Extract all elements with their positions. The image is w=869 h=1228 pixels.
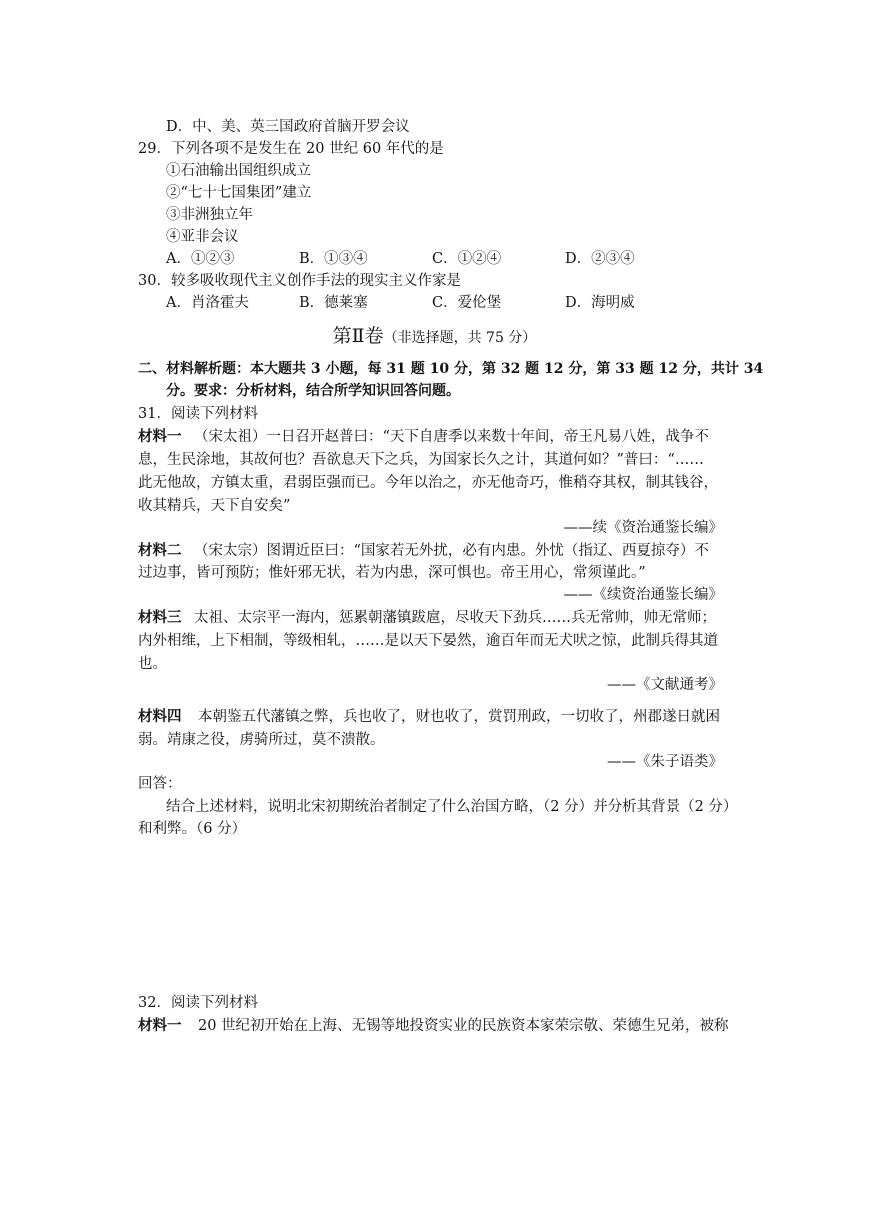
q29-option-c: C．①②④ bbox=[432, 251, 502, 267]
q31-m1-label: 材料一 bbox=[138, 428, 182, 445]
q29-item-2: ②“七十七国集团”建立 bbox=[166, 185, 312, 201]
q29-option-d: D．②③④ bbox=[565, 251, 635, 267]
q31-m2-line1: （宋太宗）图谓近臣曰：“国家若无外扰，必有内患。外忧（指辽、西夏掠夺）不 bbox=[194, 543, 709, 559]
q32-m1-label: 材料一 bbox=[138, 1017, 182, 1034]
q31-answer-label: 回答： bbox=[138, 776, 182, 792]
q29-item-4: ④亚非会议 bbox=[166, 229, 239, 245]
section2-line1: 二、材料解析题：本大题共 3 小题，每 31 题 10 分，第 32 题 12 分，第 33 题 12 分，共计 34 bbox=[138, 361, 764, 377]
q31-m1-line2: 息，生民涂地，其故何也？吾欲息天下之兵，为国家长久之计，其道何如？”普曰：“…… bbox=[138, 452, 704, 468]
part2-subtitle: （非选择题，共 75 分） bbox=[383, 330, 537, 346]
q31-m1-line3: 此无他故，方镇太重，君弱臣强而已。今年以治之，亦无他奇巧，惟稍夺其权，制其钱谷， bbox=[138, 475, 718, 491]
q30-option-b: B．德莱塞 bbox=[299, 295, 368, 311]
q30-option-c: C．爱伦堡 bbox=[432, 295, 502, 311]
part2-heading bbox=[0, 323, 869, 351]
q29-options bbox=[166, 249, 698, 269]
q30-option-d: D．海明威 bbox=[565, 295, 635, 311]
q31-m2-line2: 过边事，皆可预防；惟奸邪无状，若为内患，深可惧也。帝王用心，常须谨此。” bbox=[138, 565, 646, 581]
q31-m2-source: ——《续资治通鉴长编》 bbox=[563, 587, 723, 603]
q30-stem: 30．较多吸收现代主义创作手法的现实主义作家是 bbox=[138, 273, 461, 289]
q28-option-d: D．中、美、英三国政府首脑开罗会议 bbox=[166, 119, 410, 135]
q29-item-1: ①石油输出国组织成立 bbox=[166, 163, 311, 179]
q31-m3-label: 材料三 bbox=[138, 609, 182, 626]
q29-item-3: ③非洲独立年 bbox=[166, 207, 253, 223]
q31-m3-source: ——《文献通考》 bbox=[607, 677, 723, 693]
q30-options bbox=[166, 293, 698, 313]
q31-question-line1: 结合上述材料，说明北宋初期统治者制定了什么治国方略，（2 分）并分析其背景（2 分） bbox=[166, 799, 738, 815]
q30-option-a: A．肖洛霍夫 bbox=[166, 295, 249, 311]
q29-option-b: B．①③④ bbox=[299, 251, 368, 267]
q31-m4-line1: 本朝鉴五代藩镇之弊，兵也收了，财也收了，赏罚刑政，一切收了，州郡遂日就困 bbox=[198, 709, 720, 725]
q31-m1-line1: （宋太祖）一日召开赵普曰：“天下自唐季以来数十年间，帝王凡易八姓，战争不 bbox=[194, 429, 709, 445]
q31-m3-line3: 也。 bbox=[138, 656, 167, 672]
q31-m3-line1: 太祖、太宗平一海内，惩累朝藩镇跋扈，尽收天下劲兵……兵无常帅，帅无常师； bbox=[194, 610, 716, 626]
q29-stem: 29．下列各项不是发生在 20 世纪 60 年代的是 bbox=[138, 141, 444, 157]
part2-title: 第Ⅱ卷 bbox=[332, 325, 384, 347]
q32-m1-line1: 20 世纪初开始在上海、无锡等地投资实业的民族资本家荣宗敬、荣德生兄弟，被称 bbox=[198, 1018, 729, 1034]
q31-m3-line2: 内外相维，上下相制，等级相轧，……是以天下晏然，逾百年而无犬吠之惊，此制兵得其道 bbox=[138, 633, 718, 649]
q31-question-line2: 和利弊。（6 分） bbox=[138, 821, 247, 837]
q31-stem: 31．阅读下列材料 bbox=[138, 406, 258, 422]
section2-line2: 分。要求：分析材料，结合所学知识回答问题。 bbox=[166, 383, 460, 399]
q31-m4-source: ——《朱子语类》 bbox=[607, 754, 723, 770]
q31-m4-label: 材料四 bbox=[138, 708, 182, 725]
q31-m4-line2: 弱。靖康之役，虏骑所过，莫不溃散。 bbox=[138, 732, 385, 748]
q31-m1-source: ——续《资治通鉴长编》 bbox=[563, 520, 723, 536]
q29-option-a: A．①②③ bbox=[166, 251, 235, 267]
q31-m2-label: 材料二 bbox=[138, 542, 182, 559]
q31-m1-line4: 收其精兵，天下自安矣” bbox=[138, 498, 291, 514]
q32-stem: 32．阅读下列材料 bbox=[138, 995, 258, 1011]
